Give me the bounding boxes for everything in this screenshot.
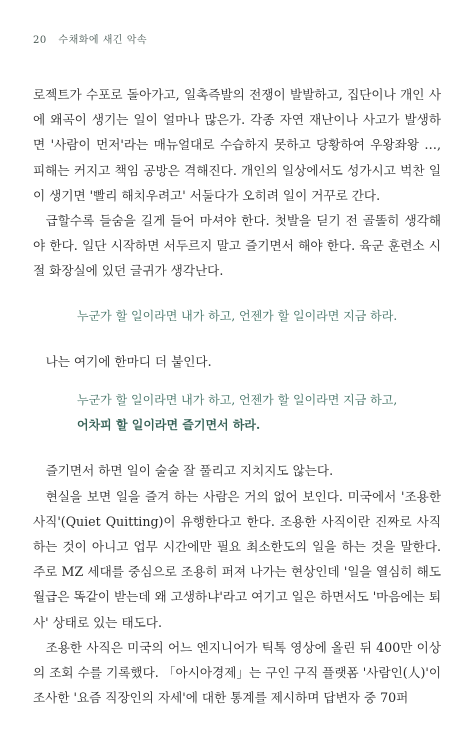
paragraph-5: 조용한 사직은 미국의 어느 엔지니어가 틱톡 영상에 올린 뒤 400만 이상의 조회 수를 기록했다. 「아시아경제」는 구인 구직 플랫폼 '사람인(人)'이 조사한 '요즘 직장인의 자세'에 대한 통계를 제시하며 답변자 중 70퍼: [33, 639, 441, 706]
paragraph-3: 즐기면서 하면 일이 술술 잘 풀리고 지치지도 않는다.: [45, 463, 334, 479]
paragraph-2: 급할수록 들숨을 길게 들어 마셔야 한다. 첫발을 딛기 전 골똘히 생각해야 한다. 일단 시작하면 서두르지 말고 즐기면서 해야 한다. 육군 훈련소 시절 화장실에 있던 글귀가 생각난다.: [33, 213, 441, 279]
paragraph-4: 현실을 보면 일을 즐겨 하는 사람은 거의 없어 보인다. 미국에서 '조용한 사직'(Quiet Quitting)이 유행한다고 한다. 조용한 사직이란 진짜로 사직하는 것이 아니고 업무 시간에만 필요 최소한도의 일을 하는 것을 말한다. 주로 MZ 세대를 중심으로 조용히 퍼져 나가는 현상인데 '일을 열심히 해도 월급은 똑같이 받는데 왜 고생하냐'라고 여기고 일은 하면서도 '마음에는 퇴사' 상태로 있는 태도다.: [33, 488, 441, 630]
quote-2: [33, 388, 441, 438]
page-number: 20: [33, 35, 47, 46]
quote-2-line-1: 누군가 할 일이라면 내가 하고, 언젠가 할 일이라면 지금 하고,: [77, 393, 398, 408]
chapter-title: 수채화에 새긴 악속: [58, 35, 148, 46]
quote-2-line-2: 어차피 할 일이라면 즐기면서 하라.: [77, 418, 261, 433]
quote-1: 누군가 할 일이라면 내가 하고, 언젠가 할 일이라면 지금 하라.: [77, 308, 398, 323]
running-header: [33, 31, 147, 46]
paragraph-1: 로젝트가 수포로 돌아가고, 일촉즉발의 전쟁이 발발하고, 집단이나 개인 사에 왜곡이 생기는 일이 얼마나 많은가. 각종 자연 재난이나 사고가 발생하면 '사람이 먼저'라는 매뉴얼대로 수습하지 못하고 당황하여 우왕좌왕 …, 피해는 커지고 책임 공방은 격해진다. 개인의 일상에서도 성가시고 벅찬 일이 생기면 '빨리 해치우려고' 서둘다가 오히려 일이 거꾸로 간다.: [33, 87, 441, 203]
middle-line: 나는 여기에 한마디 더 붙인다.: [45, 353, 212, 369]
body-text: [33, 82, 441, 710]
